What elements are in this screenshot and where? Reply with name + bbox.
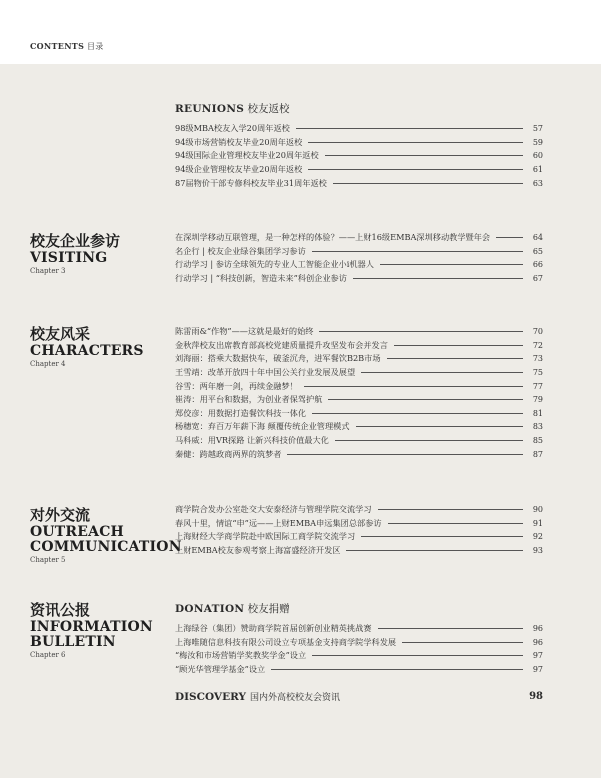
toc-entry[interactable]	[175, 434, 543, 448]
visiting-list	[175, 231, 543, 285]
discovery-entry[interactable]	[175, 690, 543, 703]
toc-entry-title: 崔涛：用平台和数据，为创业者保驾护航	[175, 394, 323, 405]
toc-entry[interactable]	[175, 420, 543, 434]
toc-entry[interactable]	[175, 231, 543, 245]
leader-line	[380, 264, 523, 265]
donation-heading	[175, 601, 290, 616]
leader-line	[388, 523, 523, 524]
discovery-title-en: DISCOVERY	[175, 690, 246, 703]
leader-line	[312, 655, 523, 656]
chapter-title-zh: 对外交流	[30, 506, 91, 524]
leader-line	[308, 142, 523, 143]
leader-line	[319, 331, 523, 332]
toc-entry-page: 65	[532, 246, 543, 256]
leader-line	[496, 237, 523, 238]
toc-entry-title: 春风十里，情谊“申”远——上财EMBA申远集团总部参访	[175, 517, 382, 528]
toc-entry[interactable]	[175, 636, 543, 650]
toc-entry-title: 杨穗宽：弃百万年薪下海 颠覆传统企业管理模式	[175, 421, 350, 432]
toc-entry[interactable]	[175, 649, 543, 663]
toc-entry-page: 93	[532, 546, 543, 556]
toc-entry[interactable]	[175, 393, 543, 407]
toc-entry-title: 马科威：用VR探路 让新兴科技价值最大化	[175, 435, 329, 446]
toc-entry-page: 97	[532, 665, 543, 675]
reunions-list	[175, 122, 543, 190]
leader-line	[312, 413, 523, 414]
toc-entry[interactable]	[175, 352, 543, 366]
toc-entry[interactable]	[175, 149, 543, 163]
donation-title-zh: 校友捐赠	[247, 603, 290, 615]
toc-entry-page: 75	[532, 368, 543, 378]
chapter-title-zh: 校友企业参访	[30, 232, 121, 250]
discovery-page-number: 98	[529, 691, 543, 702]
toc-entry-page: 87	[532, 449, 543, 459]
leader-line	[378, 509, 523, 510]
leader-line	[353, 278, 523, 279]
leader-line	[287, 454, 523, 455]
chapter-visiting	[30, 232, 170, 276]
toc-entry[interactable]	[175, 163, 543, 177]
toc-entry-page: 64	[532, 233, 543, 243]
toc-entry-title: 行动学习 | 参访全球领先的专业人工智能企业小i机器人	[175, 259, 374, 270]
toc-entry-title: 名企行 | 校友企业绿谷集团学习参访	[175, 245, 306, 256]
chapter-title-en: VISITING	[30, 250, 108, 266]
chapter-number: Chapter 3	[30, 267, 66, 275]
leader-line	[296, 128, 523, 129]
toc-entry[interactable]	[175, 258, 543, 272]
toc-entry-title: 在深圳学移动互联管理，是一种怎样的体验？——上财16级EMBA深圳移动教学暨年会	[175, 232, 491, 243]
contents-zh: 目录	[87, 42, 104, 51]
toc-entry-title: 秦健：跨越政商两界的筑梦者	[175, 448, 282, 459]
toc-entry-title: 上海财经大学商学院赴中欧国际工商学院交流学习	[175, 531, 356, 542]
discovery-title-zh: 国内外高校校友会资讯	[249, 693, 340, 703]
leader-line	[378, 628, 523, 629]
toc-entry-title: 上财EMBA校友参观考察上海富盛经济开发区	[175, 545, 341, 556]
toc-entry-title: 陈雷雨&“作物”——这就是最好的始终	[175, 326, 314, 337]
chapter-title-zh: 资讯公报	[30, 601, 91, 619]
toc-entry-title: 94级市场营销校友毕业20周年返校	[175, 136, 303, 147]
toc-entry-page: 57	[532, 124, 543, 134]
toc-entry[interactable]	[175, 503, 543, 517]
toc-entry-page: 72	[532, 340, 543, 350]
toc-entry[interactable]	[175, 517, 543, 531]
toc-entry-title: “梅汝和市场营销学奖教奖学金”设立	[175, 650, 307, 661]
toc-entry[interactable]	[175, 407, 543, 421]
toc-entry-page: 97	[532, 651, 543, 661]
leader-line	[328, 399, 523, 400]
reunions-heading	[175, 101, 289, 116]
toc-entry[interactable]	[175, 176, 543, 190]
toc-entry-title: 87届物价干部专修科校友毕业31周年返校	[175, 177, 327, 188]
toc-entry-page: 73	[532, 354, 543, 364]
toc-entry[interactable]	[175, 366, 543, 380]
toc-entry-title: 行动学习 | “科技创新，智造未来”科创企业参访	[175, 273, 347, 284]
toc-entry-page: 96	[532, 624, 543, 634]
chapter-title-en-1: OUTREACH	[30, 524, 124, 540]
toc-entry-page: 67	[532, 274, 543, 284]
chapter-number: Chapter 5	[30, 556, 66, 564]
leader-line	[394, 345, 523, 346]
toc-entry[interactable]	[175, 622, 543, 636]
toc-entry[interactable]	[175, 339, 543, 353]
chapter-number: Chapter 6	[30, 651, 66, 659]
toc-entry[interactable]	[175, 136, 543, 150]
toc-entry-page: 85	[532, 436, 543, 446]
toc-entry[interactable]	[175, 325, 543, 339]
toc-entry-page: 66	[532, 260, 543, 270]
toc-entry[interactable]	[175, 530, 543, 544]
toc-entry[interactable]	[175, 447, 543, 461]
donation-list	[175, 622, 543, 676]
reunions-title-zh: 校友返校	[247, 103, 290, 115]
chapter-characters	[30, 325, 170, 369]
leader-line	[361, 536, 523, 537]
chapter-information	[30, 601, 170, 660]
toc-entry-page: 59	[532, 137, 543, 147]
donation-title-en: DONATION	[175, 603, 245, 615]
toc-entry-title: 商学院合发办公室赴交大安泰经济与管理学院交流学习	[175, 504, 372, 515]
leader-line	[402, 642, 523, 643]
chapter-number: Chapter 4	[30, 360, 66, 368]
outreach-list	[175, 503, 543, 557]
leader-line	[387, 358, 523, 359]
toc-entry-page: 61	[532, 165, 543, 175]
leader-line	[346, 550, 523, 551]
toc-entry-page: 70	[532, 327, 543, 337]
leader-line	[308, 169, 523, 170]
toc-entry-page: 96	[532, 637, 543, 647]
leader-line	[333, 183, 523, 184]
toc-entry-page: 81	[532, 408, 543, 418]
leader-line	[325, 155, 523, 156]
chapter-title-en-1: INFORMATION	[30, 619, 153, 635]
toc-entry-page: 90	[532, 505, 543, 515]
toc-entry-title: 上海绿谷（集团）赞助商学院首届创新创业精英挑战赛	[175, 623, 372, 634]
toc-entry-page: 77	[532, 381, 543, 391]
toc-entry[interactable]	[175, 663, 543, 677]
header-band	[0, 0, 601, 64]
toc-entry[interactable]	[175, 122, 543, 136]
toc-entry-title: 金秋萍校友出席教育部高校党建质量提升攻坚发布会并发言	[175, 339, 388, 350]
toc-entry-title: 刘海丽：搭乘大数据快车，破釜沉舟，进军餐饮B2B市场	[175, 353, 381, 364]
toc-entry-title: 谷雪：两年磨一剑，再续金融梦！	[175, 380, 298, 391]
toc-entry-page: 63	[532, 178, 543, 188]
reunions-title-en: REUNIONS	[175, 103, 245, 115]
toc-entry-title: 94级企业管理校友毕业20周年返校	[175, 164, 303, 175]
toc-entry-page: 92	[532, 532, 543, 542]
toc-entry-page: 60	[532, 151, 543, 161]
chapter-title-zh: 校友风采	[30, 325, 91, 343]
leader-line	[312, 251, 523, 252]
leader-line	[304, 386, 523, 387]
toc-entry-title: 上海唯随信息科技有限公司设立专项基金支持商学院学科发展	[175, 636, 397, 647]
toc-entry[interactable]	[175, 272, 543, 286]
toc-entry[interactable]	[175, 544, 543, 558]
toc-entry-page: 83	[532, 422, 543, 432]
chapter-title-en: CHARACTERS	[30, 343, 144, 359]
contents-label	[30, 41, 104, 52]
contents-en: CONTENTS	[30, 41, 85, 51]
toc-entry-title: “顾光华管理学基金”设立	[175, 664, 266, 675]
toc-entry-title: 郑佼彦：用数据打造餐饮科技一体化	[175, 407, 307, 418]
leader-line	[361, 372, 523, 373]
toc-entry-page: 79	[532, 395, 543, 405]
leader-line	[271, 669, 523, 670]
toc-entry[interactable]	[175, 245, 543, 259]
characters-list	[175, 325, 543, 461]
toc-entry[interactable]	[175, 379, 543, 393]
toc-entry-title: 王雪靖：改革开放四十年中国公关行业发展及展望	[175, 367, 356, 378]
chapter-outreach	[30, 506, 182, 565]
chapter-title-en-2: COMMUNICATION	[30, 539, 182, 555]
toc-entry-title: 94级国际企业管理校友毕业20周年返校	[175, 150, 319, 161]
toc-entry-title: 98级MBA校友入学20周年返校	[175, 123, 290, 134]
leader-line	[356, 426, 523, 427]
leader-line	[335, 440, 523, 441]
chapter-title-en-2: BULLETIN	[30, 634, 116, 650]
toc-entry-page: 91	[532, 518, 543, 528]
